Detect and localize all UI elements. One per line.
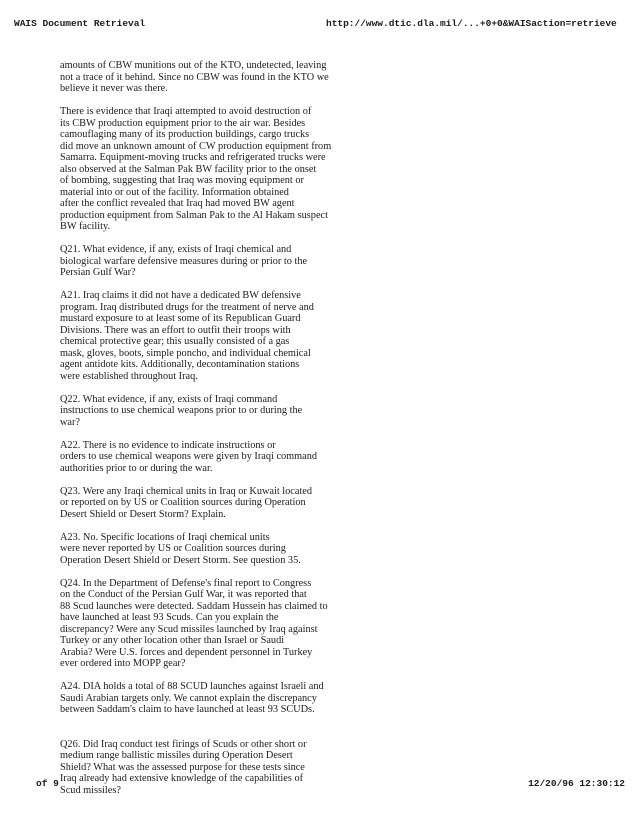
question-23: Q23. Were any Iraqi chemical units in Iraq or Kuwait located or reported on by US or Coalition sources during Operation Desert Shield or Desert Storm? Explain. xyxy=(60,485,313,520)
document-body xyxy=(60,60,438,808)
answer-22: A22. There is no evidence to indicate instructions or orders to use chemical weapons were given by Iraqi command authorities prior to or during the war. xyxy=(60,439,318,474)
page-footer xyxy=(36,778,625,792)
document-url: http://www.dtic.dla.mil/...+0+0&WAISaction=retrieve xyxy=(326,18,617,29)
answer-23: A23. No. Specific locations of Iraqi chemical units were never reported by US or Coalition sources during Operation Desert Shield or Desert Storm. See question 35. xyxy=(60,531,301,566)
answer-21: A21. Iraq claims it did not have a dedicated BW defensive program. Iraq distributed drugs for the treatment of nerve and mustard exposure to at least some of its Republican Guard Divisions. There was an effort to outfit their troops with chemical protective gear; this usually consisted of a gas mask, gloves, boots, simple poncho, and individual chemical agent antidote kits. Additionally, decontamination stations were established throughout Iraq. xyxy=(60,290,314,382)
print-timestamp: 12/20/96 12:30:12 xyxy=(528,778,625,789)
paragraph-cbw-munitions: amounts of CBW munitions out of the KTO, undetected, leaving not a trace of it behind. Since no CBW was found in the KTO we believe it never was there. xyxy=(60,60,329,94)
question-24: Q24. In the Department of Defense's final report to Congress on the Conduct of the Persian Gulf War, it was reported that 88 Scud launches were detected. Saddam Hussein has claimed to have launched at least 93 Scuds. Can you explain the discrepancy? Were any Scud missiles launched by Iraq against Turkey or any other location other than Israel or Saudi Arabia? Were U.S. forces and dependent personnel in Turkey ever ordered into MOPP gear? xyxy=(60,577,328,669)
question-22: Q22. What evidence, if any, exists of Iraqi command instructions to use chemical weapons prior to or during the war? xyxy=(60,393,303,428)
question-21: Q21. What evidence, if any, exists of Iraqi chemical and biological warfare defensive measures during or prior to the Persian Gulf War? xyxy=(60,244,308,278)
paragraph-production-equipment: There is evidence that Iraqi attempted to avoid destruction of its CBW production equipment prior to the air war. Besides camouflaging many of its production buildings, cargo trucks did move an unknown amount of CW production equipment from Samarra. Equipment-moving trucks and refrigerated trucks were also observed at the Salman Pak BW facility prior to the onset of bombing, suggesting that Iraq was moving equipment or material into or out of the facility. Information obtained after the conflict revealed that Iraq had moved BW agent production equipment from Salman Pak to the Al Hakam suspect BW facility. xyxy=(60,106,332,232)
answer-24: A24. DIA holds a total of 88 SCUD launches against Israeli and Saudi Arabian targets only. We cannot explain the discrepancy between Saddam's claim to have launched at least 93 SCUDs. xyxy=(60,681,324,715)
page-count: of 9 xyxy=(36,778,59,789)
page-header xyxy=(14,18,633,32)
window-title: WAIS Document Retrieval xyxy=(14,18,146,29)
question-26: Q26. Did Iraq conduct test firings of Scuds or other short or medium range ballistic missiles during Operation Desert Shield? What was the assessed purpose for these tests since Iraq already had extensive knowledge of the capabilities of Scud missiles? xyxy=(60,738,307,796)
